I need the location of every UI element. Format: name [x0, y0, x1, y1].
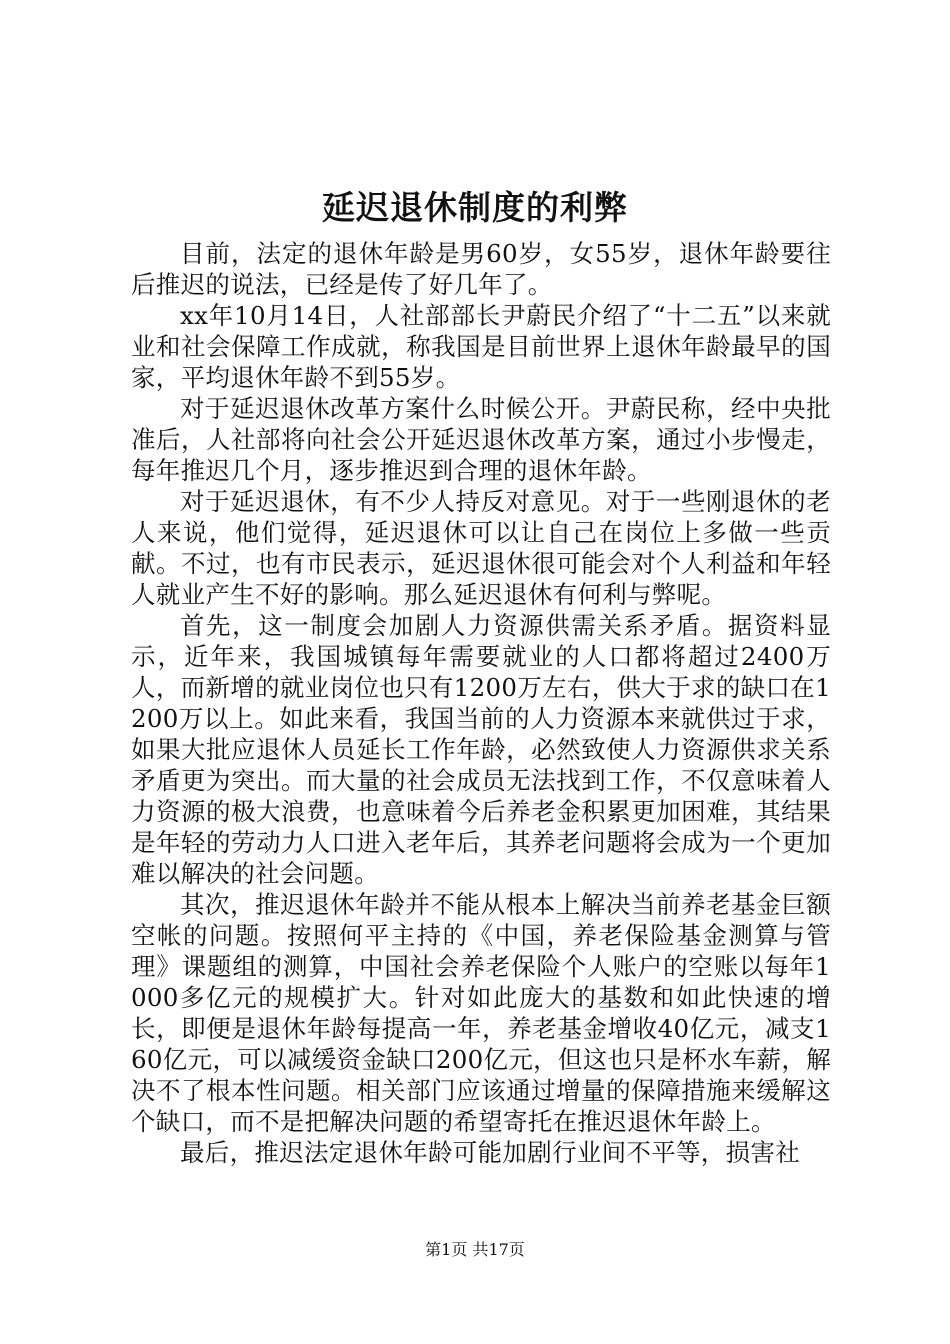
paragraph: 目前，法定的退休年龄是男60岁，女55岁，退休年龄要往后推迟的说法，已经是传了好几年了。: [131, 239, 831, 299]
paragraph: 最后，推迟法定退休年龄可能加剧行业间不平等，损害社: [180, 1138, 800, 1167]
paragraph: xx年10月14日，人社部部长尹蔚民介绍了“十二五”以来就业和社会保障工作成就，称我国是目前世界上退休年龄最早的国家，平均退休年龄不到55岁。: [131, 301, 831, 392]
paragraph: 对于延迟退休改革方案什么时候公开。尹蔚民称，经中央批准后，人社部将向社会公开延迟退休改革方案，通过小步慢走，每年推迟几个月，逐步推迟到合理的退休年龄。: [131, 394, 831, 485]
paragraph: 对于延迟退休，有不少人持反对意见。对于一些刚退休的老人来说，他们觉得，延迟退休可以让自己在岗位上多做一些贡献。不过，也有市民表示，延迟退休很可能会对个人利益和年轻人就业产生不好的影响。那么延迟退休有何利与弊呢。: [131, 487, 831, 609]
paragraph: 其次，推迟退休年龄并不能从根本上解决当前养老基金巨额空帐的问题。按照何平主持的《中国，养老保险基金测算与管理》课题组的测算，中国社会养老保险个人账户的空账以每年1000多亿元的规模扩大。针对如此庞大的基数和如此快速的增长，即便是退休年龄每提高一年，养老基金增收40亿元，减支160亿元，可以减缓资金缺口200亿元，但这也只是杯水车薪，解决不了根本性问题。相关部门应该通过增量的保障措施来缓解这个缺口，而不是把解决问题的希望寄托在推迟退休年龄上。: [131, 890, 831, 1136]
document-body: [131, 238, 831, 1168]
paragraph: 首先，这一制度会加剧人力资源供需关系矛盾。据资料显示，近年来，我国城镇每年需要就业的人口都将超过2400万人，而新增的就业岗位也只有1200万左右，供大于求的缺口在1200万以上。如此来看，我国当前的人力资源本来就供过于求，如果大批应退休人员延长工作年龄，必然致使人力资源供求关系矛盾更为突出。而大量的社会成员无法找到工作，不仅意味着人力资源的极大浪费，也意味着今后养老金积累更加困难，其结果是年轻的劳动力人口进入老年后，其养老问题将会成为一个更加难以解决的社会问题。: [131, 611, 831, 888]
document-title: 延迟退休制度的利弊: [322, 188, 628, 227]
page-number-footer: 第1页 共17页: [425, 1240, 525, 1259]
